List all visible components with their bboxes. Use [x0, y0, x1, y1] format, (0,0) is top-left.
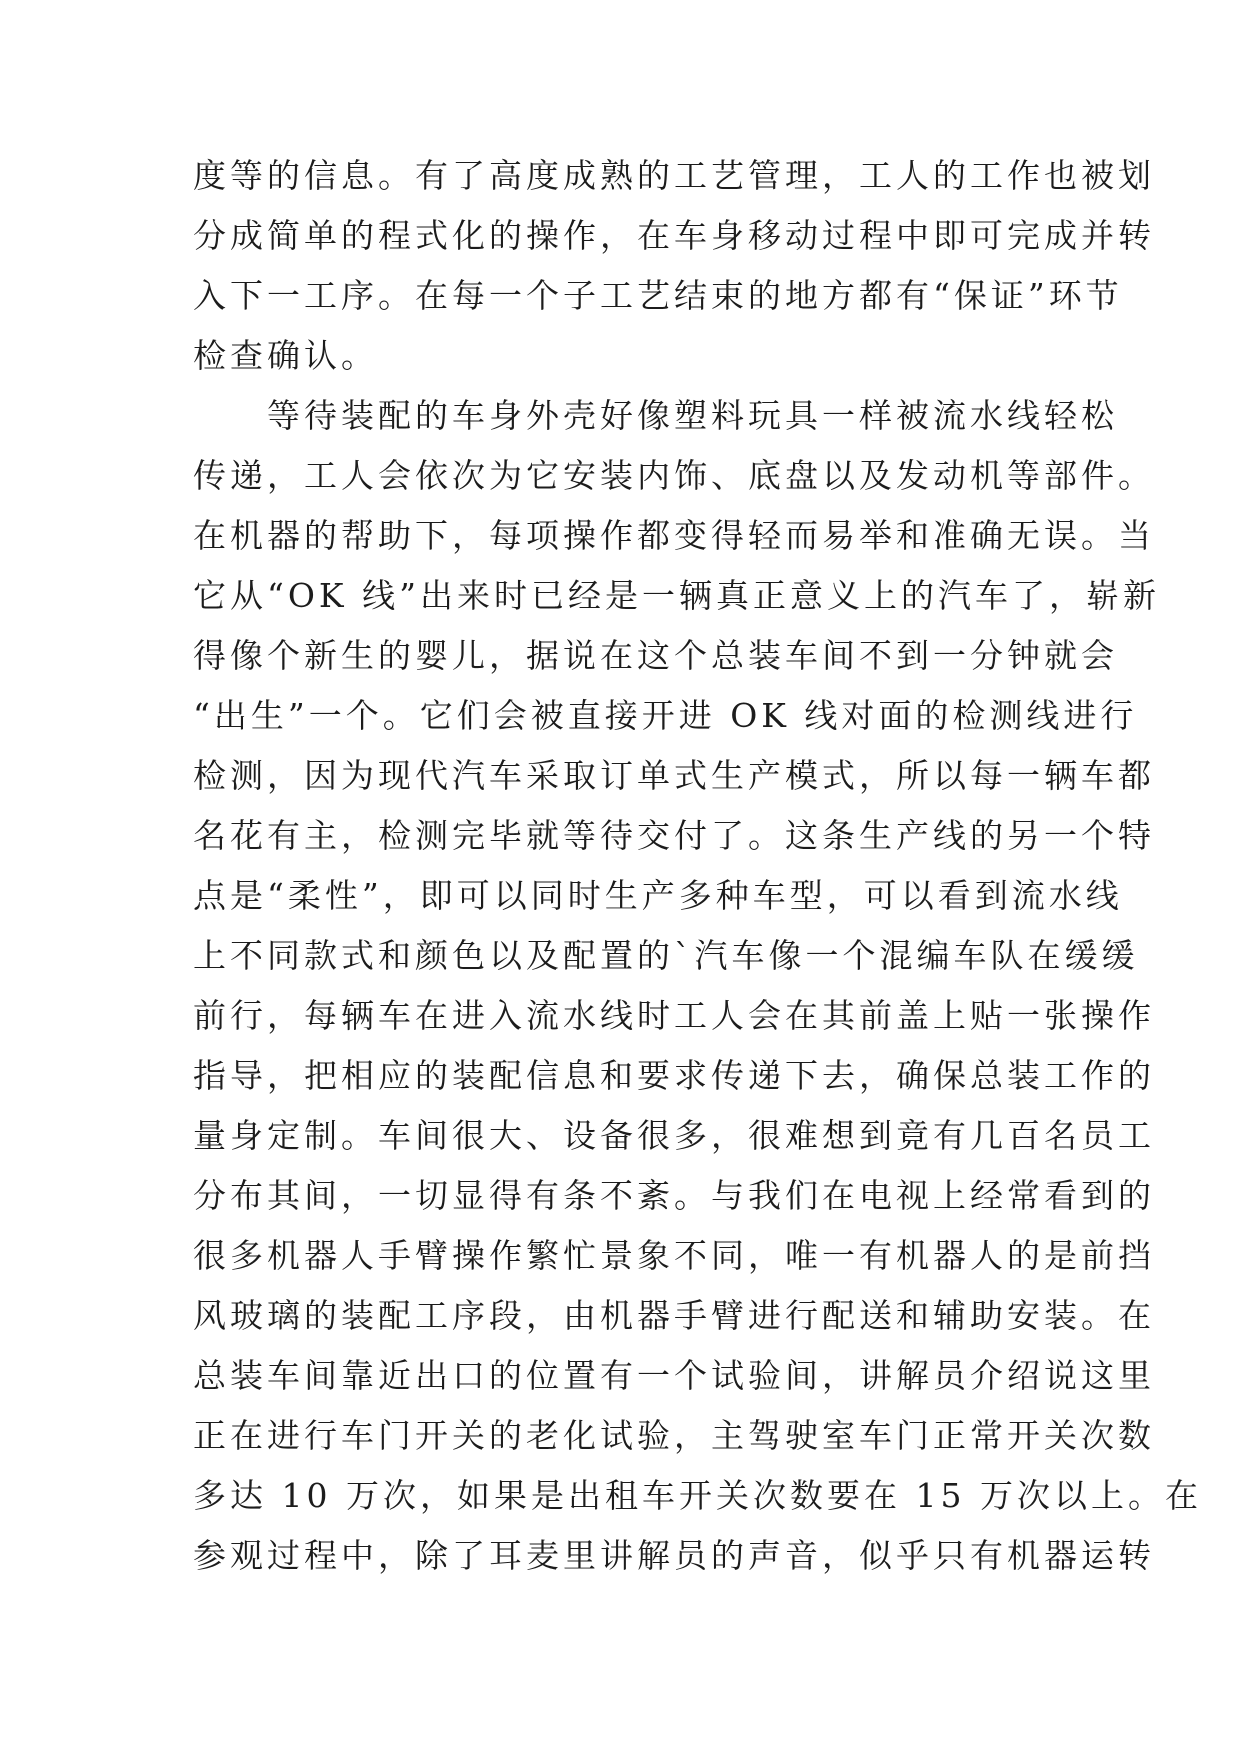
text-line: 在机器的帮助下，每项操作都变得轻而易举和准确无误。当 — [193, 516, 1155, 555]
text-line: 多达 10 万次，如果是出租车开关次数要在 15 万次以上。在 — [193, 1476, 1202, 1515]
text-line: 入下一工序。在每一个子工艺结束的地方都有“保证”环节 — [193, 276, 1123, 315]
text-line: 指导，把相应的装配信息和要求传递下去，确保总装工作的 — [193, 1056, 1155, 1095]
text-line: “出生”一个。它们会被直接开进 OK 线对面的检测线进行 — [193, 696, 1138, 735]
text-line: 检查确认。 — [193, 336, 378, 375]
text-line: 风玻璃的装配工序段，由机器手臂进行配送和辅助安装。在 — [193, 1296, 1155, 1335]
body-text — [193, 146, 1202, 1586]
text-line: 传递，工人会依次为它安装内饰、底盘以及发动机等部件。 — [193, 456, 1155, 495]
text-line: 度等的信息。有了高度成熟的工艺管理，工人的工作也被划 — [193, 156, 1155, 195]
text-line: 前行，每辆车在进入流水线时工人会在其前盖上贴一张操作 — [193, 996, 1155, 1035]
text-line: 总装车间靠近出口的位置有一个试验间，讲解员介绍说这里 — [193, 1356, 1155, 1395]
text-line: 点是“柔性”，即可以同时生产多种车型，可以看到流水线 — [193, 876, 1123, 915]
text-line: 上不同款式和颜色以及配置的`汽车像一个混编车队在缓缓 — [193, 936, 1139, 975]
text-line: 等待装配的车身外壳好像塑料玩具一样被流水线轻松 — [193, 396, 1118, 435]
text-line: 正在进行车门开关的老化试验，主驾驶室车门正常开关次数 — [193, 1416, 1155, 1455]
text-line: 很多机器人手臂操作繁忙景象不同，唯一有机器人的是前挡 — [193, 1236, 1155, 1275]
text-line: 分成简单的程式化的操作，在车身移动过程中即可完成并转 — [193, 216, 1155, 255]
text-line: 分布其间，一切显得有条不紊。与我们在电视上经常看到的 — [193, 1176, 1155, 1215]
text-line: 参观过程中，除了耳麦里讲解员的声音，似乎只有机器运转 — [193, 1536, 1155, 1575]
text-line: 检测，因为现代汽车采取订单式生产模式，所以每一辆车都 — [193, 756, 1155, 795]
text-line: 它从“OK 线”出来时已经是一辆真正意义上的汽车了，崭新 — [193, 576, 1160, 615]
text-line: 量身定制。车间很大、设备很多，很难想到竟有几百名员工 — [193, 1116, 1155, 1155]
text-line: 得像个新生的婴儿，据说在这个总装车间不到一分钟就会 — [193, 636, 1118, 675]
text-line: 名花有主，检测完毕就等待交付了。这条生产线的另一个特 — [193, 816, 1155, 855]
